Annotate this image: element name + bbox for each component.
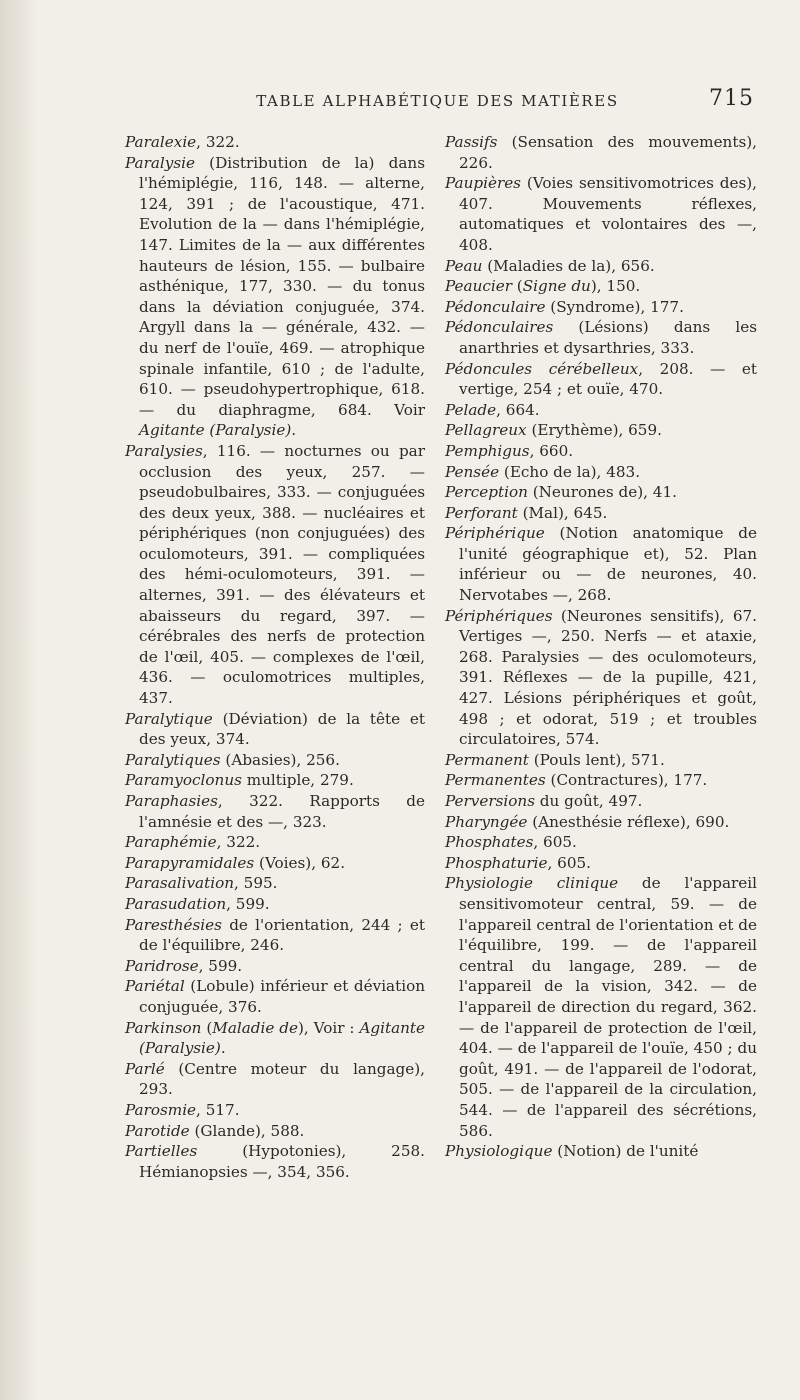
index-text: (Distribution de la) dans l'hémiplégie, 116, 148. — alterne, 124, 391 ; de l'acoustique, 471. Evolution de la — dans l'hémiplégie, 147. Limites de la — aux différentes hauteurs de lésion, 155. — bulbaire asthénique, 177, 330. — du tonus dans la déviation conjuguée, 374. Argyll dans la — générale, 432. — du nerf de l'ouïe, 469. — atrophique spinale infantile, 610 ; de l'adulte, 610. — pseudohypertrophique, 618. — du diaphragme, 684. Voir	[139, 153, 425, 419]
index-entry	[445, 132, 757, 173]
index-entry	[445, 359, 757, 400]
index-entry	[125, 1059, 425, 1100]
index-entry	[445, 812, 757, 833]
index-entry	[125, 832, 425, 853]
index-term: Physiologique	[445, 1142, 553, 1161]
index-text: (Lobule) inférieur et déviation conjuguée, 376.	[139, 977, 425, 1016]
index-text: , 116. — nocturnes ou par occlusion des yeux, 257. — pseudobulbaires, 333. — conjuguées des deux yeux, 388. — nucléaires et périphériques (non conjuguées) des oculomoteurs, 391. — compliquées des hémi-oculomoteurs, 391. — alternes, 391. — des élévateurs et abaisseurs du regard, 397. — cérébrales des nerfs de protection de l'œil, 405. — complexes de l'œil, 436. — oculomotrices multiples, 437.	[139, 441, 425, 708]
index-term: Périphérique	[445, 524, 545, 543]
index-entry	[445, 873, 757, 1141]
page-number: 715	[709, 86, 754, 111]
index-italic-ref: Signe du	[522, 277, 591, 296]
index-text: du goût, 497.	[534, 792, 643, 810]
left-index-column	[125, 132, 425, 1182]
index-entry	[125, 873, 425, 894]
index-term: Paraphémie	[125, 833, 217, 852]
index-entry	[445, 441, 757, 462]
index-term: Pharyngée	[445, 812, 528, 831]
index-term: Paralysie	[125, 153, 195, 172]
index-term: Passifs	[445, 133, 498, 151]
index-entry	[125, 915, 425, 956]
index-term: Paralytique	[125, 709, 213, 728]
index-entry	[125, 1100, 425, 1121]
index-term: Phosphaturie	[445, 853, 548, 872]
index-entry	[445, 606, 757, 750]
index-text: (Déviation) de la tête et des yeux, 374.	[139, 709, 425, 749]
index-text: (Erythème), 659.	[526, 421, 662, 440]
index-term: Paralexie	[125, 133, 197, 151]
index-text: (	[201, 1018, 213, 1037]
index-entry	[445, 317, 757, 358]
index-text: (Voies), 62.	[254, 853, 346, 872]
index-text: (Notion) de l'unité	[552, 1142, 699, 1161]
index-text: (Maladies de la), 656.	[482, 256, 655, 275]
index-text: , 322. Rapports de l'amnésie et des —, 323.	[139, 792, 425, 831]
index-text: de l'orientation, 244 ; et de l'équilibre, 246.	[139, 915, 425, 955]
index-entry	[125, 853, 425, 874]
index-entry	[125, 750, 425, 771]
index-entry	[125, 153, 425, 441]
index-text: ), Voir :	[297, 1018, 360, 1037]
index-entry	[445, 503, 757, 524]
index-entry	[445, 770, 757, 791]
index-term: Parasudation	[125, 894, 227, 913]
index-term: Paralysies	[125, 441, 203, 460]
index-term: Parasalivation	[125, 874, 234, 893]
index-term: Pariétal	[125, 977, 185, 996]
index-term: Pédoncules cérébelleux	[445, 359, 639, 378]
index-text: (Anesthésie réflexe), 690.	[527, 812, 730, 831]
index-entry	[445, 256, 757, 277]
index-term: Pédonculaires	[445, 318, 554, 337]
index-italic-ref: Agitante (Paralysie)	[139, 1018, 426, 1058]
index-term: Perversions	[445, 792, 535, 810]
index-text: (Neurones sensitifs), 67. Vertiges —, 250. Nerfs — et ataxie, 268. Paralysies — des oculomoteurs, 391. Réflexes — de la pupille, 421, 427. Lésions périphériques et goût, 498 ; et odorat, 519 ; et troubles circulatoires, 574.	[459, 606, 757, 749]
page-header	[115, 86, 760, 122]
index-entry	[445, 276, 757, 297]
index-text: (Mal), 645.	[517, 503, 608, 522]
running-title: TABLE ALPHABÉTIQUE DES MATIÈRES	[256, 92, 619, 110]
index-entry	[125, 894, 425, 915]
index-term: Pemphigus	[445, 441, 530, 460]
index-term: Pelade	[445, 400, 497, 419]
index-term: Permanentes	[445, 771, 546, 790]
index-text: , 322.	[216, 833, 261, 852]
index-term: Perforant	[445, 503, 518, 522]
index-term: Parlé	[125, 1059, 165, 1078]
index-term: Partielles	[125, 1142, 198, 1161]
index-text: (Hypotonies), 258. Hémianopsies —, 354, 356.	[139, 1142, 425, 1181]
index-entry	[445, 832, 757, 853]
index-text: , 322.	[196, 133, 240, 151]
index-text: (Lésions) dans les anarthries et dysarthries, 333.	[459, 318, 757, 357]
index-italic-ref: Maladie de	[212, 1018, 298, 1037]
index-term: Pédonculaire	[445, 297, 546, 316]
index-entry	[445, 791, 757, 812]
index-term: Peau	[445, 256, 483, 275]
index-term: Pellagreux	[445, 421, 527, 440]
index-text: , 664.	[496, 400, 540, 419]
index-term: Perception	[445, 483, 528, 502]
index-entry	[445, 173, 757, 255]
index-text: (Centre moteur du langage), 293.	[139, 1059, 425, 1099]
index-entry	[125, 770, 425, 791]
index-entry	[125, 441, 425, 709]
index-entry	[125, 956, 425, 977]
index-term: Permanent	[445, 750, 529, 769]
index-text: ), 150.	[590, 277, 641, 296]
index-entry	[445, 297, 757, 318]
index-text: , 599.	[226, 894, 270, 913]
index-text: , 517.	[196, 1100, 240, 1119]
index-entry	[445, 420, 757, 441]
index-term: Paupières	[445, 174, 521, 193]
index-text: .	[291, 421, 297, 440]
index-entry	[125, 1141, 425, 1182]
index-text: , 605.	[533, 833, 577, 852]
index-term: Paresthésies	[125, 915, 222, 934]
index-text: (	[511, 277, 523, 296]
index-text: , 599.	[198, 956, 243, 975]
index-text: (Syndrome), 177.	[545, 297, 684, 316]
index-term: Physiologie clinique	[445, 874, 619, 893]
index-entry	[445, 853, 757, 874]
index-text: (Sensation des mouvements), 226.	[459, 133, 757, 172]
index-entry	[445, 400, 757, 421]
index-entry	[125, 132, 425, 153]
index-entry	[125, 976, 425, 1017]
index-term: Parosmie	[125, 1100, 197, 1119]
index-term: Phosphates	[445, 833, 534, 852]
index-text: (Neurones de), 41.	[527, 483, 677, 502]
index-entry	[125, 791, 425, 832]
index-entry	[445, 462, 757, 483]
index-entry	[445, 1141, 757, 1162]
index-italic-ref: Agitante (Paralysie)	[139, 421, 292, 440]
index-term: Paraphasies	[125, 792, 218, 810]
index-text: (Echo de la), 483.	[499, 462, 641, 481]
index-text: (Abasies), 256.	[220, 750, 340, 769]
index-term: Paralytiques	[125, 750, 221, 769]
index-term: Périphériques	[445, 606, 553, 625]
index-text: (Contractures), 177.	[545, 771, 708, 790]
index-term: Paramyoclonus	[125, 771, 242, 790]
index-text: (Pouls lent), 571.	[528, 750, 665, 769]
index-text: (Glande), 588.	[189, 1121, 305, 1140]
index-term: Parkinson	[125, 1018, 202, 1037]
index-entry	[125, 1018, 425, 1059]
index-text: , 605.	[547, 853, 591, 872]
index-text: .	[220, 1039, 226, 1058]
index-term: Paridrose	[125, 956, 199, 975]
index-entry	[445, 482, 757, 503]
right-index-column	[445, 132, 757, 1162]
index-text: , 595.	[234, 874, 278, 893]
index-text: multiple, 279.	[241, 771, 354, 790]
index-entry	[445, 750, 757, 771]
index-text: (Notion anatomique de l'unité géographique et), 52. Plan inférieur ou — de neurones, 40. Nervotabes —, 268.	[459, 524, 757, 605]
index-text: , 208. — et vertige, 254 ; et ouïe, 470.	[459, 359, 757, 399]
index-term: Pensée	[445, 462, 500, 481]
page-gutter-shadow	[0, 0, 38, 1400]
index-term: Parotide	[125, 1121, 190, 1140]
index-entry	[445, 523, 757, 605]
index-entry	[125, 709, 425, 750]
index-text: de l'appareil sensitivomoteur central, 59. — de l'appareil central de l'orientation et de l'équilibre, 199. — de l'appareil central du langage, 289. — de l'appareil de la vision, 342. — de l'appareil de direction du regard, 362. — de l'appareil de protection de l'œil, 404. — de l'appareil de l'ouïe, 450 ; du goût, 491. — de l'appareil de l'odorat, 505. — de l'appareil de la circulation, 544. — de l'appareil des sécrétions, 586.	[459, 874, 757, 1140]
index-text: (Voies sensitivomotrices des), 407. Mouvements réflexes, automatiques et volontaires des —, 408.	[459, 174, 757, 254]
index-term: Peaucier	[445, 277, 512, 296]
index-term: Parapyramidales	[125, 853, 255, 872]
index-text: , 660.	[529, 441, 574, 460]
index-entry	[125, 1121, 425, 1142]
